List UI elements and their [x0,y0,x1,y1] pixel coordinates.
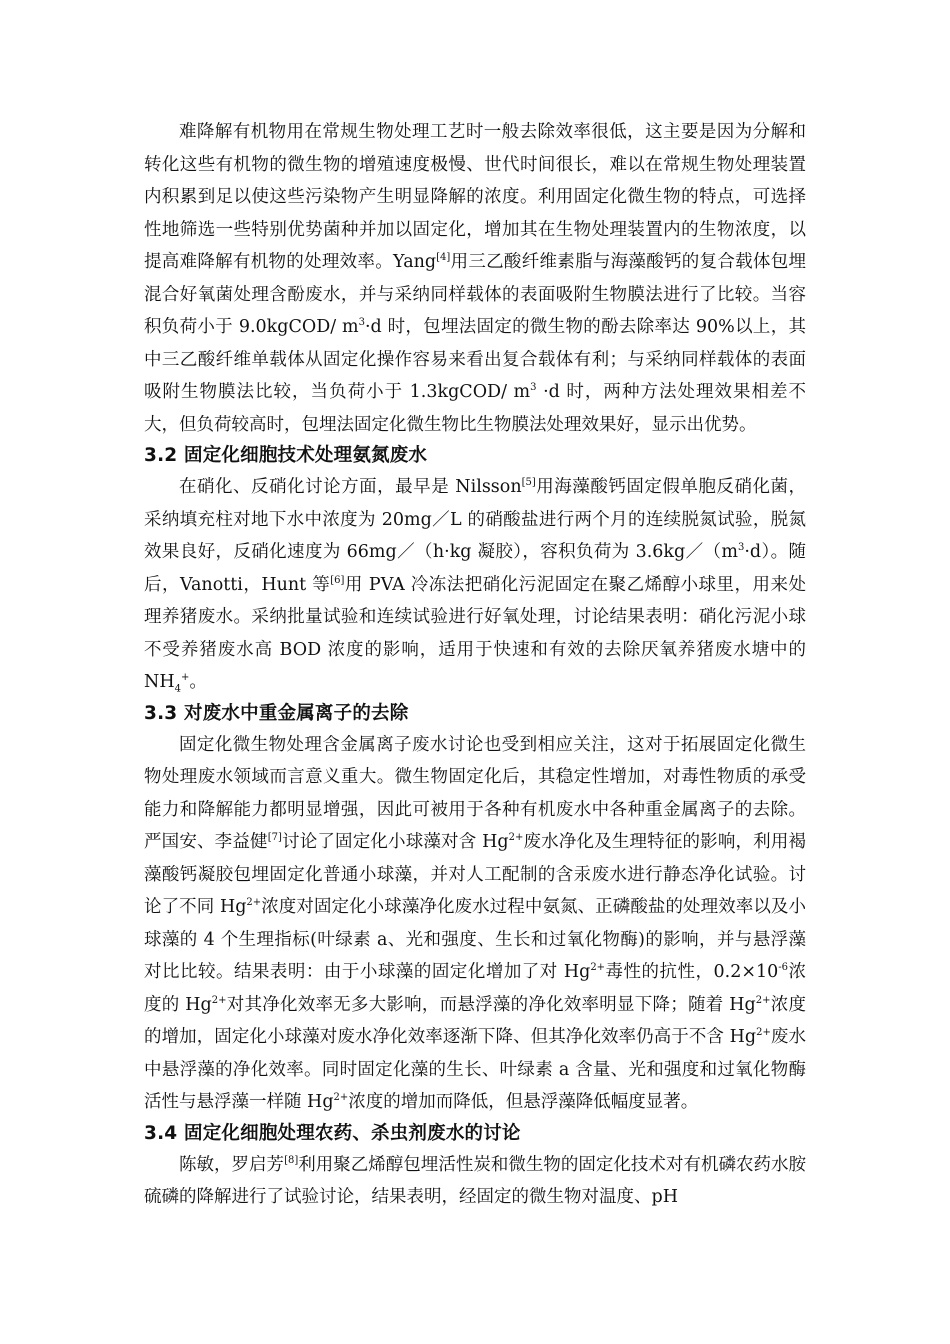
text-run: 用 PVA 冷冻法把硝化污泥固定在聚乙烯醇小球里，用来处理养猪废水。采纳批量试验和连续试验进行好氧处理，讨论结果表明：硝化污泥小球不受养猪废水高 BOD 浓度的影响，适用于快速和有效的去除厌氧养猪废水塘中的 NH [144,574,806,692]
superscript: 2+ [590,962,606,974]
section-heading-3-3: 3.3 对废水中重金属离子的去除 [144,702,409,724]
text-run: 废水中悬浮藻的净化效率。同时固定化藻的生长、叶绿素 a 含量、光和强度和过氧化物酶活性与悬浮藻一样随 Hg [144,1027,806,1112]
text-run: 浓度的 Hg [144,962,807,1015]
text-run: 陈敏，罗启芳 [179,1154,285,1175]
text-run: 固定化微生物处理含金属离子废水讨论也受到相应关注，这对于拓展固定化微生物处理废水领域而言意义重大。微生物固定化后，其稳定性增加，对毒性物质的承受能力和降解能力都明显增强，因此可被用于各种有机废水中各种重金属离子的去除。严国安、李益健 [144,734,806,852]
text-run: 浓度的增加，固定化小球藻对废水净化效率逐渐下降、但其净化效率仍高于不含 Hg [144,994,806,1047]
document-body [144,116,806,1214]
superscript: 2+ [508,832,524,844]
citation-ref: [7] [267,832,282,844]
citation-ref: [5] [521,477,536,489]
text-run: 废水净化及生理特征的影响，利用褐藻酸钙凝胶包埋固定化普通小球藻，并对人工配制的含汞废水进行静态净化试验。讨论了不同 Hg [144,832,807,917]
citation-ref: [8] [284,1154,299,1166]
text-run: ·d）。随后，Vanotti，Hunt 等 [144,542,807,595]
superscript: 2+ [755,994,771,1006]
text-run: ·d 时，两种方法处理效果相差不大，但负荷较高时，包埋法固定化微生物比生物膜法处理效果好，显示出优势。 [144,382,807,435]
superscript: -6 [778,962,789,974]
text-run: 浓度的增加而降低，但悬浮藻降低幅度显著。 [348,1092,699,1112]
text-run: 毒性的抗性，0.2×10 [605,962,779,982]
paragraph-heavy-metals [144,729,806,1119]
text-run: 讨论了固定化小球藻对含 Hg [281,832,509,852]
text-run: 用三乙酸纤维素脂与海藻酸钙的复合载体包埋混合好氧菌处理含酚废水，并与采纳同样载体的表面吸附生物膜法进行了比较。当容积负荷小于 9.0kgCOD/ m [144,252,806,337]
citation-ref: [4] [436,252,451,264]
text-run: 在硝化、反硝化讨论方面，最早是 Nilsson [179,477,522,497]
section-heading-3-2: 3.2 固定化细胞技术处理氨氮废水 [144,445,428,466]
superscript: 3 [358,317,365,329]
paragraph-refractory-organics [144,116,806,441]
superscript: 2+ [211,994,227,1006]
subscript: 4 [174,683,181,695]
paragraph-pesticides [144,1149,806,1214]
text-run: 利用聚乙烯醇包埋活性炭和微生物的固定化技术对有机磷农药水胺硫磷的降解进行了试验讨论，结果表明，经固定的微生物对温度、pH [144,1154,807,1207]
superscript: 2+ [333,1092,349,1104]
text-run: ·d 时，包埋法固定的微生物的酚去除率达 90%以上，其中三乙酸纤维单载体从固定化操作容易来看出复合载体有利；与采纳同样载体的表面吸附生物膜法比较，当负荷小于 1.3kgCOD/ m [144,317,806,402]
superscript: 2+ [756,1027,771,1039]
paragraph-ammonia-nitrogen [144,471,806,699]
text-run: 浓度对固定化小球藻净化废水过程中氨氮、正磷酸盐的处理效率以及小球藻的 4 个生理指标(叶绿素 a、光和强度、生长和过氧化物酶)的影响，并与悬浮藻对比比较。结果表明：由于小球藻的固定化增加了对 Hg [144,897,806,982]
text-run: 对其净化效率无多大影响，而悬浮藻的净化效率明显下降；随着 Hg [226,994,756,1015]
superscript: 3 [737,542,745,554]
citation-ref: [6] [330,574,345,586]
section-heading-3-4: 3.4 固定化细胞处理农药、杀虫剂废水的讨论 [144,1122,521,1144]
superscript: 2+ [246,897,262,909]
superscript: 3 [530,382,537,394]
text-run: 难降解有机物用在常规生物处理工艺时一般去除效率很低，这主要是因为分解和转化这些有机物的微生物的增殖速度极慢、世代时间很长，难以在常规生物处理装置内积累到足以使这些污染物产生明显降解的浓度。利用固定化微生物的特点，可选择性地筛选一些特别优势菌种并加以固定化，增加其在生物处理装置内的生物浓度，以提高难降解有机物的处理效率。Yang [144,122,806,272]
text-run: 用海藻酸钙固定假单胞反硝化菌，采纳填充柱对地下水中浓度为 20mg／L 的硝酸盐进行两个月的连续脱氮试验，脱氮效果良好，反硝化速度为 66mg／（h·kg 凝胶），容积负荷为 3.6kg／（m [144,477,806,562]
text-run: 。 [189,672,207,692]
superscript: + [180,672,190,684]
